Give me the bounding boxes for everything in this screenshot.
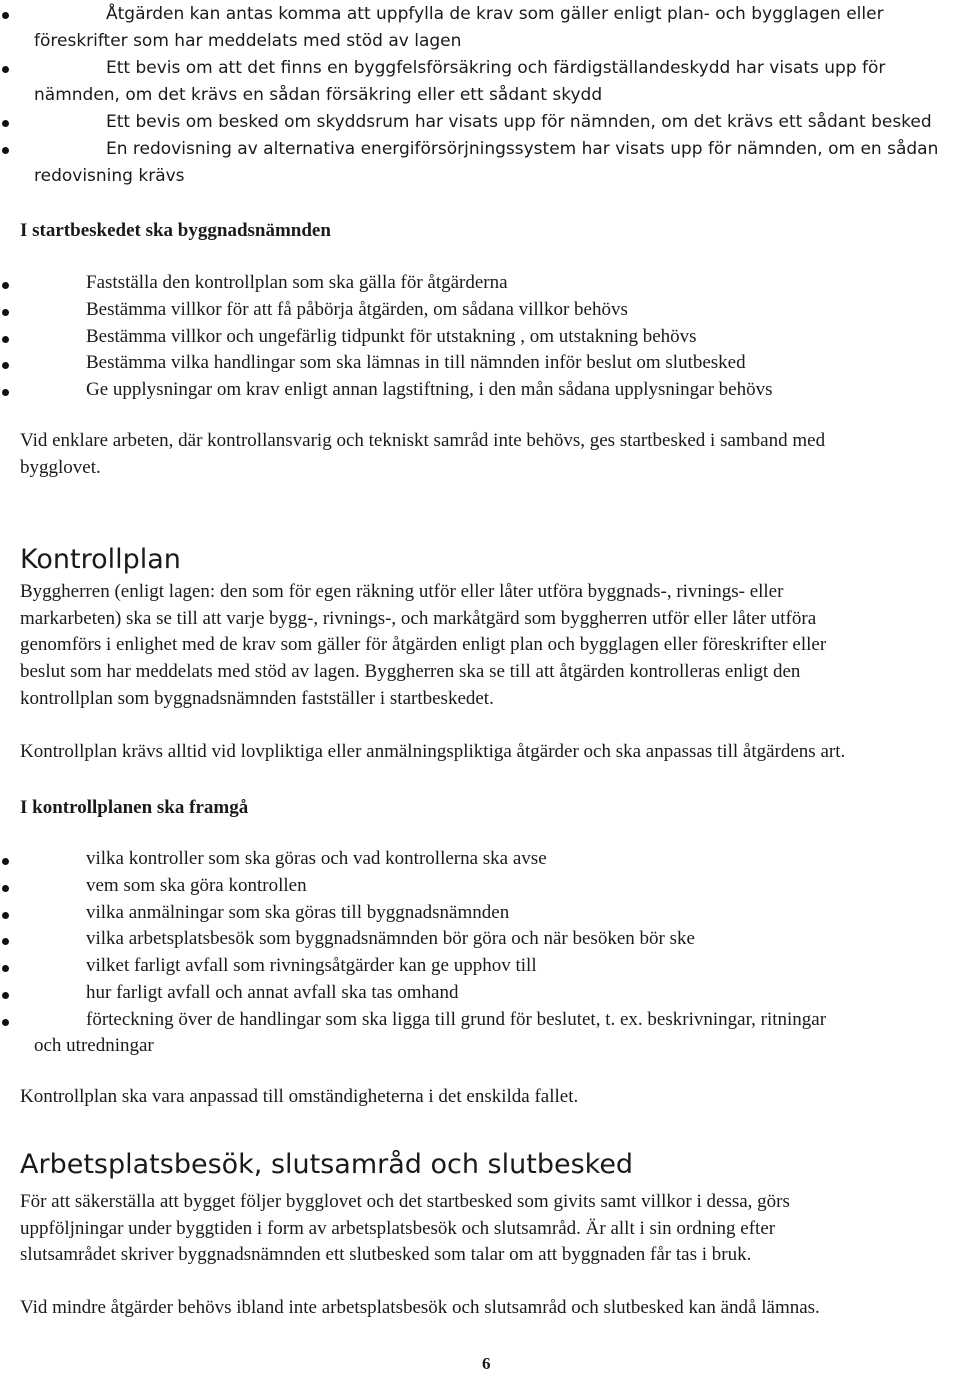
list-item: vilka anmälningar som ska göras till byggnadsnämnden: [86, 902, 510, 923]
startbesked-heading: I startbeskedet ska byggnadsnämnden: [20, 220, 331, 241]
paragraph-line: kontrollplan som byggnadsnämnden fastställer i startbeskedet.: [20, 688, 494, 709]
paragraph-line: slutsamrådet skriver byggnadsnämnden ett slutbesked som talar om att byggnaden får tas i bruk.: [20, 1244, 752, 1265]
bullet: [2, 965, 9, 972]
list-item: förteckning över de handlingar som ska ligga till grund för beslutet, t. ex. beskrivningar, ritningar: [86, 1009, 827, 1030]
page-number: 6: [482, 1354, 491, 1373]
list-item: vem som ska göra kontrollen: [86, 875, 307, 896]
kontrollplan-list-heading: I kontrollplanen ska framgå: [20, 797, 249, 818]
list-item: hur farligt avfall och annat avfall ska tas omhand: [86, 982, 459, 1003]
list-item: Ge upplysningar om krav enligt annan lagstiftning, i den mån sådana upplysningar behövs: [86, 379, 773, 400]
paragraph-line: För att säkerställa att bygget följer bygglovet och det startbesked som givits samt villkor i dessa, görs: [20, 1191, 790, 1212]
paragraph-line: markarbeten) ska se till att varje bygg-, rivnings-, och markåtgärd som byggherren utför eller låter utföra: [20, 608, 817, 629]
bullet: [2, 858, 9, 865]
list-item-line: Ett bevis om att det finns en byggfelsförsäkring och färdigställandeskydd har visats upp för: [106, 58, 886, 78]
paragraph-line: genomförs i enlighet med de krav som gäller för åtgärden enligt plan och bygglagen eller föreskrifter eller: [20, 634, 827, 655]
list-item: vilka kontroller som ska göras och vad kontrollerna ska avse: [86, 848, 547, 869]
bullet: [2, 362, 9, 369]
kontrollplan-title: Kontrollplan: [20, 544, 181, 575]
list-item-line: Åtgärden kan antas komma att uppfylla de krav som gäller enligt plan- och bygglagen eller: [106, 4, 884, 24]
bullet: [2, 309, 9, 316]
paragraph-line: Byggherren (enligt lagen: den som för egen räkning utför eller låter utföra byggnads-, rivnings- eller: [20, 581, 784, 602]
list-item: Bestämma villkor för att få påbörja åtgärden, om sådana villkor behövs: [86, 299, 628, 320]
paragraph-line: beslut som har meddelats med stöd av lagen. Byggherren ska se till att åtgärden kontrolleras enligt den: [20, 661, 801, 682]
bullet: [2, 120, 9, 127]
bullet: [2, 147, 9, 154]
list-item-continuation: och utredningar: [34, 1035, 154, 1056]
bullet: [2, 1019, 9, 1026]
arbetsplats-title: Arbetsplatsbesök, slutsamråd och slutbesked: [20, 1149, 634, 1180]
startbesked-note-line: bygglovet.: [20, 457, 101, 478]
bullet: [2, 336, 9, 343]
bullet: [2, 282, 9, 289]
startbesked-note-line: Vid enklare arbeten, där kontrollansvarig och tekniskt samråd inte behövs, ges startbesked i samband med: [20, 430, 826, 451]
list-item: Bestämma vilka handlingar som ska lämnas in till nämnden inför beslut om slutbesked: [86, 352, 746, 373]
bullet: [2, 885, 9, 892]
kontrollplan-requirement: Kontrollplan krävs alltid vid lovpliktiga eller anmälningspliktiga åtgärder och ska anpassas till åtgärdens art.: [20, 741, 846, 762]
paragraph-line: uppföljningar under byggtiden i form av arbetsplatsbesök och slutsamråd. Är allt i sin ordning efter: [20, 1218, 776, 1239]
list-item-line: redovisning krävs: [34, 166, 185, 186]
list-item-line: En redovisning av alternativa energiförsörjningssystem har visats upp för nämnden, om en sådan: [106, 139, 939, 159]
list-item: Fastställa den kontrollplan som ska gälla för åtgärderna: [86, 272, 508, 293]
list-item: vilka arbetsplatsbesök som byggnadsnämnden bör göra och när besöken bör ske: [86, 928, 695, 949]
list-item: Bestämma villkor och ungefärlig tidpunkt för utstakning , om utstakning behövs: [86, 326, 697, 347]
bullet: [2, 12, 9, 19]
bullet: [2, 389, 9, 396]
kontrollplan-closing: Kontrollplan ska vara anpassad till omständigheterna i det enskilda fallet.: [20, 1086, 579, 1107]
list-item-line: föreskrifter som har meddelats med stöd av lagen: [34, 31, 462, 51]
bullet: [2, 938, 9, 945]
list-item-line: nämnden, om det krävs en sådan försäkring eller ett sådant skydd: [34, 85, 603, 105]
list-item: vilket farligt avfall som rivningsåtgärder kan ge upphov till: [86, 955, 537, 976]
list-item-line: Ett bevis om besked om skyddsrum har visats upp för nämnden, om det krävs ett sådant besked: [106, 112, 932, 132]
bullet: [2, 992, 9, 999]
bullet: [2, 66, 9, 73]
arbetsplats-note: Vid mindre åtgärder behövs ibland inte arbetsplatsbesök och slutsamråd och slutbesked kan ändå lämnas.: [20, 1297, 820, 1318]
bullet: [2, 912, 9, 919]
